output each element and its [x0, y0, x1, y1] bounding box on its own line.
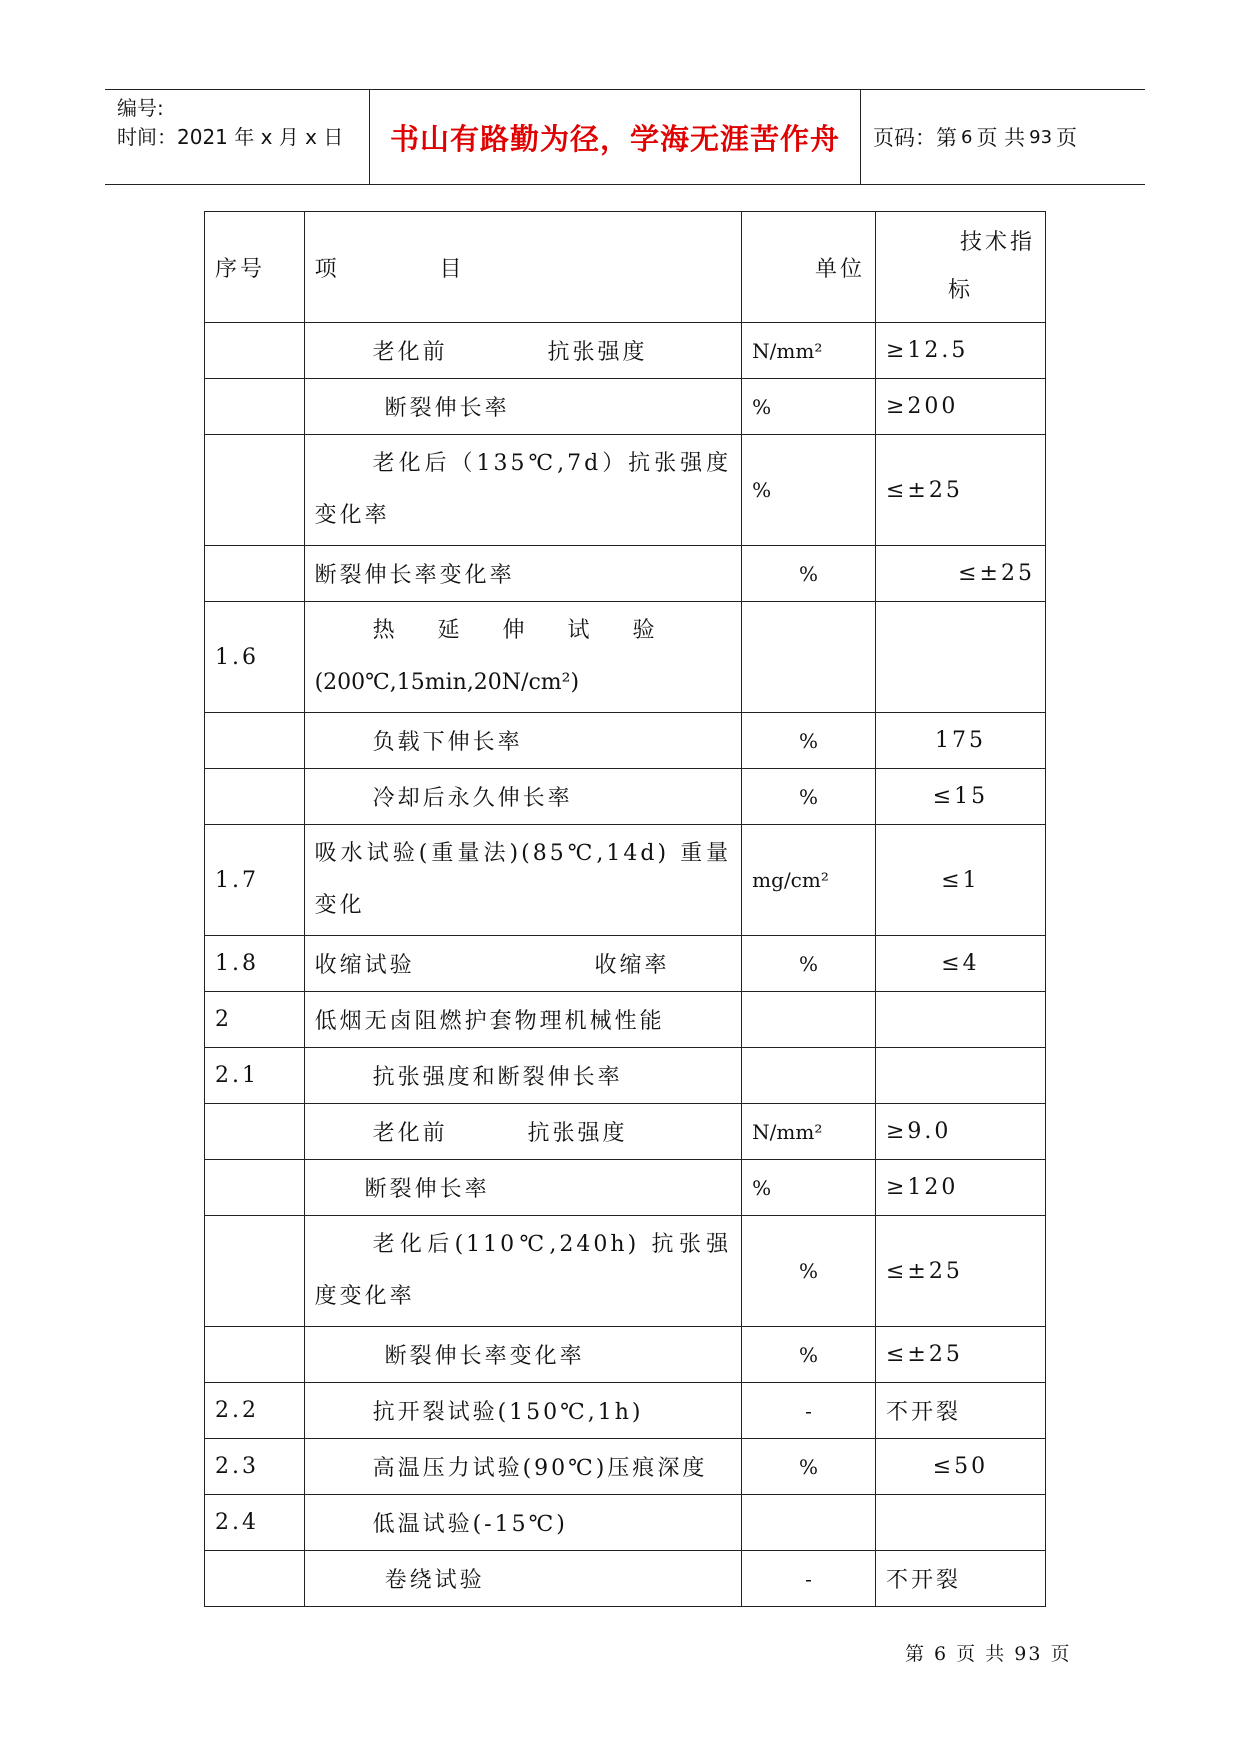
header-spec: 技术指 标: [875, 212, 1045, 323]
table-row: 断裂伸长率 % ≥120: [205, 1160, 1046, 1216]
header-meta: [105, 90, 370, 184]
table-row: 老化后（135℃,7d）抗张强度变化率 % ≤±25: [205, 435, 1046, 546]
table-row: 断裂伸长率变化率 % ≤±25: [205, 1327, 1046, 1383]
table-row: 断裂伸长率 % ≥200: [205, 379, 1046, 435]
table-row: 2.4 低温试验(-15℃): [205, 1495, 1046, 1551]
page-total: 93: [1029, 126, 1053, 148]
page-footer: 第 6 页 共 93 页: [905, 1643, 1072, 1665]
page-current: 6: [961, 126, 973, 148]
page-header: [105, 89, 1145, 185]
table-row: 冷却后永久伸长率 % ≤15: [205, 769, 1046, 825]
number-label: 编号:: [117, 96, 164, 120]
table-row: 1.6 热 延 伸 试 验 (200℃,15min,20N/cm²): [205, 602, 1046, 713]
table-row: 老化前 抗张强度 N/mm² ≥9.0: [205, 1104, 1046, 1160]
table-row: 卷绕试验 - 不开裂: [205, 1551, 1046, 1607]
spec-table: [204, 211, 1046, 1607]
table-row: 老化后(110℃,240h) 抗张强度变化率 % ≤±25: [205, 1216, 1046, 1327]
header-page-info: 页码：第 6 页 共 93 页: [873, 126, 1078, 150]
table-row: 2.3 高温压力试验(90℃)压痕深度 % ≤50: [205, 1439, 1046, 1495]
time-label: 时间：2021 年 x 月 x 日: [117, 125, 344, 149]
header-seq: 序号: [205, 212, 305, 323]
table-row: 2 低烟无卤阻燃护套物理机械性能: [205, 992, 1046, 1048]
table-row: 1.8 收缩试验 收缩率 % ≤4: [205, 936, 1046, 992]
header-item: 项 目: [304, 212, 742, 323]
header-motto: 书山有路勤为径，学海无涯苦作舟: [370, 90, 861, 184]
table-row: 断裂伸长率变化率 % ≤±25: [205, 546, 1046, 602]
table-row: 老化前 抗张强度 N/mm² ≥12.5: [205, 323, 1046, 379]
table-row: 2.2 抗开裂试验(150℃,1h) - 不开裂: [205, 1383, 1046, 1439]
table-row: 1.7 吸水试验(重量法)(85℃,14d) 重量变化 mg/cm² ≤1: [205, 825, 1046, 936]
table-row: 2.1 抗张强度和断裂伸长率: [205, 1048, 1046, 1104]
header-unit: 单位: [742, 212, 876, 323]
table-row: 负载下伸长率 % 175: [205, 713, 1046, 769]
table-header-row: [205, 212, 1046, 323]
